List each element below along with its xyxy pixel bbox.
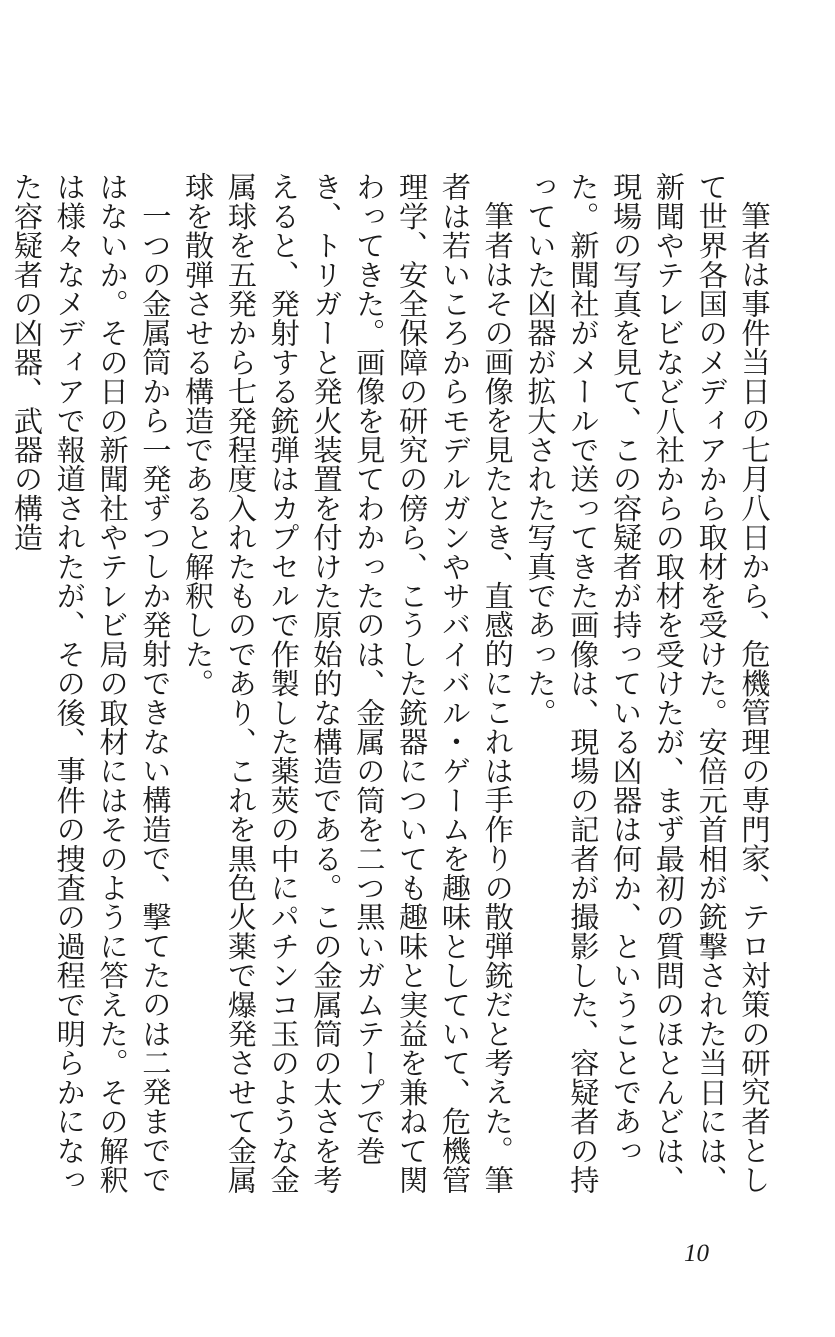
page-number: 10 — [684, 1240, 709, 1267]
paragraph-2: 筆者はその画像を見たとき、直感的にこれは手作りの散弾銃だと考えた。筆者は若いころからモデルガンやサバイバル・ゲームを趣味としていて、危機管理学、安全保障の研究の傍ら、こうした銃器についても趣味と実益を兼ねて関わってきた。画像を見てわかったのは、金属の筒を二つ黒いガムテープで巻き、トリガーと発火装置を付けた原始的な構造である。この金属筒の太さを考えると、発射する銃弾はカプセルで作製した薬莢の中にパチンコ玉のような金属球を五発から七発程度入れたものであり、これを黒色火薬で爆発させて金属球を散弾させる構造であると解釈した。 — [180, 172, 515, 1195]
paragraph-1: 筆者は事件当日の七月八日から、危機管理の専門家、テロ対策の研究者として世界各国のメディアから取材を受けた。安倍元首相が銃撃された当日には、新聞やテレビなど八社からの取材を受けたが、まず最初の質問のほとんどは、現場の写真を見て、この容疑者が持っている凶器は何か、ということであった。新聞社がメールで送ってきた画像は、現場の記者が撮影した、容疑者の持っていた凶器が拡大された写真であった。 — [523, 172, 771, 1194]
paragraph-3: 一つの金属筒から一発ずつしか発射できない構造で、撃てたのは二発までではないか。その日の新聞社やテレビ局の取材にはそのように答えた。その解釈は様々なメディアで報道されたが、その後、事件の捜査の過程で明らかになった容疑者の凶器、武器の構造 — [9, 172, 172, 1194]
vertical-text-body — [5, 172, 775, 1222]
